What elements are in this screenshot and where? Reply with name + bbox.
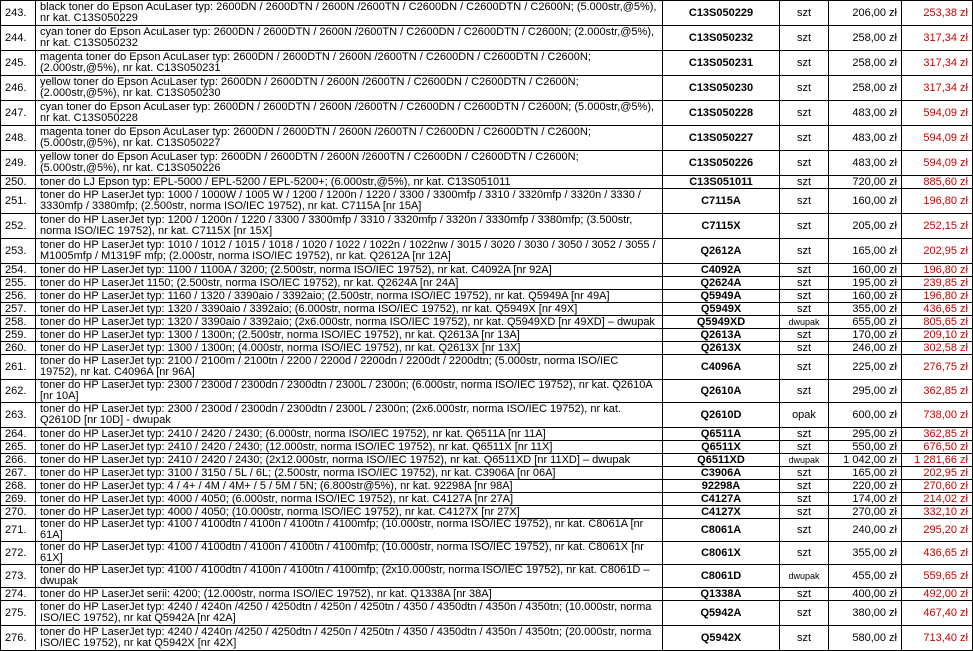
product-description: magenta toner do Epson AcuLaser typ: 2600DN / 2600DTN / 2600N /2600TN / C2600DN / C2600DTN / C2600N; (2.000str,@5%), nr kat. C13S050231 xyxy=(36,51,663,76)
catalog-code: C4127X xyxy=(663,506,780,519)
gross-price: 239,85 zł xyxy=(902,277,973,290)
gross-price: 332,10 zł xyxy=(902,506,973,519)
catalog-code: Q5949X xyxy=(663,303,780,316)
unit: szt xyxy=(780,76,829,101)
unit: szt xyxy=(780,380,829,403)
catalog-code: Q1338A xyxy=(663,588,780,601)
gross-price: 317,34 zł xyxy=(902,76,973,101)
unit: szt xyxy=(780,428,829,441)
net-price: 174,00 zł xyxy=(829,493,902,506)
product-description: toner do HP LaserJet typ: 4 / 4+ / 4M / 4M+ / 5 / 5M / 5N; (6.800str@5%), nr kat. 92298A [nr 98A] xyxy=(36,480,663,493)
catalog-code: Q5942X xyxy=(663,626,780,651)
product-description: toner do HP LaserJet typ: 1160 / 1320 / 3390aio / 3392aio; (2.500str, norma ISO/IEC 19752), nr kat. Q5949A [nr 49A] xyxy=(36,290,663,303)
product-description: toner do HP LaserJet typ: 1320 / 3390aio / 3392aio; (6.000str, norma ISO/IEC 19752), nr kat. Q5949X [nr 49X] xyxy=(36,303,663,316)
table-row xyxy=(1,176,973,189)
catalog-code: C8061X xyxy=(663,542,780,565)
product-description: toner do HP LaserJet typ: 2410 / 2420 / 2430; (6.000str, norma ISO/IEC 19752), nr kat. Q6511A [nr 11A] xyxy=(36,428,663,441)
gross-price: 436,65 zł xyxy=(902,303,973,316)
gross-price: 885,60 zł xyxy=(902,176,973,189)
row-number: 268. xyxy=(1,480,36,493)
table-row xyxy=(1,519,973,542)
row-number: 266. xyxy=(1,454,36,467)
product-description: toner do HP LaserJet typ: 2300 / 2300d / 2300dn / 2300dtn / 2300L / 2300n; (6.000str, norma ISO/IEC 19752), nr kat. Q2610A [nr 10A] xyxy=(36,380,663,403)
product-description: cyan toner do Epson AcuLaser typ: 2600DN / 2600DTN / 2600N /2600TN / C2600DN / C2600DTN / C2600N; (2.000str,@5%), nr kat. C13S050232 xyxy=(36,26,663,51)
row-number: 256. xyxy=(1,290,36,303)
table-row xyxy=(1,239,973,264)
gross-price: 276,75 zł xyxy=(902,355,973,380)
product-description: toner do HP LaserJet typ: 1300 / 1300n; (2.500str, norma ISO/IEC 19752), nr kat. Q2613A [nr 13A] xyxy=(36,329,663,342)
catalog-code: C4096A xyxy=(663,355,780,380)
table-row xyxy=(1,542,973,565)
row-number: 273. xyxy=(1,565,36,588)
row-number: 246. xyxy=(1,76,36,101)
row-number: 274. xyxy=(1,588,36,601)
table-row xyxy=(1,101,973,126)
unit: szt xyxy=(780,601,829,626)
net-price: 483,00 zł xyxy=(829,151,902,176)
table-row xyxy=(1,428,973,441)
net-price: 246,00 zł xyxy=(829,342,902,355)
gross-price: 209,10 zł xyxy=(902,329,973,342)
row-number: 275. xyxy=(1,601,36,626)
row-number: 254. xyxy=(1,264,36,277)
product-description: toner do HP LaserJet typ: 4240 / 4240n /4250 / 4250dtn / 4250n / 4250tn / 4350 / 4350dtn / 4350n / 4350tn; (10.000str, norma ISO/IEC 19752), nr kat Q5942A [nr 42A] xyxy=(36,601,663,626)
table-row xyxy=(1,588,973,601)
product-description: toner do HP LaserJet typ: 2410 / 2420 / 2430; (2x12.000str, norma ISO/IEC 19752), nr kat. Q6511XD [nr 11XD] – dwupak xyxy=(36,454,663,467)
table-row xyxy=(1,626,973,651)
table-row xyxy=(1,565,973,588)
row-number: 270. xyxy=(1,506,36,519)
gross-price: 214,02 zł xyxy=(902,493,973,506)
gross-price: 594,09 zł xyxy=(902,101,973,126)
table-row xyxy=(1,51,973,76)
unit: szt xyxy=(780,542,829,565)
product-description: toner do LJ Epson typ: EPL-5000 / EPL-5200 / EPL-5200+; (6.000str,@5%), nr kat. C13S051011 xyxy=(36,176,663,189)
catalog-code: C13S050227 xyxy=(663,126,780,151)
catalog-code: Q2613X xyxy=(663,342,780,355)
catalog-code: C8061D xyxy=(663,565,780,588)
table-row xyxy=(1,189,973,214)
row-number: 259. xyxy=(1,329,36,342)
gross-price: 202,95 zł xyxy=(902,239,973,264)
row-number: 269. xyxy=(1,493,36,506)
table-row xyxy=(1,342,973,355)
product-description: toner do HP LaserJet typ: 1000 / 1000W / 1005 W / 1200 / 1200n / 1220 / 3300 / 3300mfp / 3310 / 3320mfp / 3320n / 3330 / 3330mfp / 3380mfp; (2.500str, norma ISO/IEC 19752), nr kat. C7115A [nr 15A] xyxy=(36,189,663,214)
product-description: toner do HP LaserJet typ: 1300 / 1300n; (4.000str, norma ISO/IEC 19752), nr kat. Q2613X [nr 13X] xyxy=(36,342,663,355)
gross-price: 492,00 zł xyxy=(902,588,973,601)
row-number: 250. xyxy=(1,176,36,189)
unit: szt xyxy=(780,480,829,493)
catalog-code: C13S050228 xyxy=(663,101,780,126)
gross-price: 295,20 zł xyxy=(902,519,973,542)
unit: szt xyxy=(780,467,829,480)
product-description: toner do HP LaserJet typ: 4000 / 4050; (10.000str, norma ISO/IEC 19752), nr kat. C4127X [nr 27X] xyxy=(36,506,663,519)
unit: dwupak xyxy=(780,565,829,588)
net-price: 580,00 zł xyxy=(829,626,902,651)
unit: dwupak xyxy=(780,316,829,329)
unit: dwupak xyxy=(780,454,829,467)
net-price: 400,00 zł xyxy=(829,588,902,601)
catalog-code: Q2612A xyxy=(663,239,780,264)
row-number: 258. xyxy=(1,316,36,329)
row-number: 252. xyxy=(1,214,36,239)
row-number: 260. xyxy=(1,342,36,355)
net-price: 206,00 zł xyxy=(829,1,902,26)
product-description: toner do HP LaserJet typ: 4100 / 4100dtn / 4100n / 4100tn / 4100mfp; (10.000str, norma ISO/IEC 19752), nr kat. C8061A [nr 61A] xyxy=(36,519,663,542)
table-row xyxy=(1,290,973,303)
table-row xyxy=(1,454,973,467)
row-number: 243. xyxy=(1,1,36,26)
catalog-code: C13S050230 xyxy=(663,76,780,101)
table-row xyxy=(1,264,973,277)
gross-price: 252,15 zł xyxy=(902,214,973,239)
catalog-code: Q2610D xyxy=(663,403,780,428)
gross-price: 196,80 zł xyxy=(902,264,973,277)
unit: szt xyxy=(780,342,829,355)
row-number: 262. xyxy=(1,380,36,403)
net-price: 295,00 zł xyxy=(829,428,902,441)
row-number: 276. xyxy=(1,626,36,651)
product-description: cyan toner do Epson AcuLaser typ: 2600DN / 2600DTN / 2600N /2600TN / C2600DN / C2600DTN / C2600N; (5.000str,@5%), nr kat. C13S050228 xyxy=(36,101,663,126)
gross-price: 676,50 zł xyxy=(902,441,973,454)
unit: szt xyxy=(780,588,829,601)
product-description: toner do HP LaserJet typ: 1200 / 1200n / 1220 / 3300 / 3300mfp / 3310 / 3320mfp / 3320n / 3330mfp / 3380mfp; (3.500str, norma ISO/IEC 19752), nr kat. C7115X [nr 15X] xyxy=(36,214,663,239)
product-description: toner do HP LaserJet typ: 4000 / 4050; (6.000str, norma ISO/IEC 19752), nr kat. C4127A [nr 27A] xyxy=(36,493,663,506)
table-row xyxy=(1,1,973,26)
net-price: 170,00 zł xyxy=(829,329,902,342)
table-row xyxy=(1,493,973,506)
unit: szt xyxy=(780,264,829,277)
catalog-code: C4127A xyxy=(663,493,780,506)
gross-price: 196,80 zł xyxy=(902,290,973,303)
unit: szt xyxy=(780,51,829,76)
catalog-code: 92298A xyxy=(663,480,780,493)
catalog-code: Q2624A xyxy=(663,277,780,290)
row-number: 245. xyxy=(1,51,36,76)
row-number: 271. xyxy=(1,519,36,542)
product-description: magenta toner do Epson AcuLaser typ: 2600DN / 2600DTN / 2600N /2600TN / C2600DN / C2600DTN / C2600N; (5.000str,@5%), nr kat. C13S050227 xyxy=(36,126,663,151)
net-price: 380,00 zł xyxy=(829,601,902,626)
unit: szt xyxy=(780,1,829,26)
product-description: toner do HP LaserJet typ: 2100 / 2100m / 2100tn / 2200 / 2200d / 2200dn / 2200dt / 2200dtn; (5.000str, norma ISO/IEC 19752), nr kat. C4096A [nr 96A] xyxy=(36,355,663,380)
catalog-code: C4092A xyxy=(663,264,780,277)
table-row xyxy=(1,76,973,101)
unit: szt xyxy=(780,519,829,542)
gross-price: 202,95 zł xyxy=(902,467,973,480)
gross-price: 738,00 zł xyxy=(902,403,973,428)
gross-price: 713,40 zł xyxy=(902,626,973,651)
unit: szt xyxy=(780,506,829,519)
gross-price: 317,34 zł xyxy=(902,51,973,76)
gross-price: 805,65 zł xyxy=(902,316,973,329)
net-price: 205,00 zł xyxy=(829,214,902,239)
net-price: 160,00 zł xyxy=(829,290,902,303)
unit: szt xyxy=(780,151,829,176)
gross-price: 436,65 zł xyxy=(902,542,973,565)
product-description: toner do HP LaserJet typ: 2300 / 2300d / 2300dn / 2300dtn / 2300L / 2300n; (2x6.000str, norma ISO/IEC 19752), nr kat. Q2610D [nr 10D] - dwupak xyxy=(36,403,663,428)
unit: szt xyxy=(780,214,829,239)
unit: szt xyxy=(780,189,829,214)
net-price: 165,00 zł xyxy=(829,239,902,264)
unit: szt xyxy=(780,441,829,454)
unit: szt xyxy=(780,290,829,303)
net-price: 225,00 zł xyxy=(829,355,902,380)
catalog-code: Q2610A xyxy=(663,380,780,403)
gross-price: 594,09 zł xyxy=(902,126,973,151)
row-number: 248. xyxy=(1,126,36,151)
table-row xyxy=(1,303,973,316)
net-price: 355,00 zł xyxy=(829,542,902,565)
row-number: 255. xyxy=(1,277,36,290)
catalog-code: Q5942A xyxy=(663,601,780,626)
net-price: 455,00 zł xyxy=(829,565,902,588)
gross-price: 467,40 zł xyxy=(902,601,973,626)
catalog-code: C7115X xyxy=(663,214,780,239)
table-row xyxy=(1,403,973,428)
catalog-code: Q2613A xyxy=(663,329,780,342)
product-description: toner do HP LaserJet typ: 4100 / 4100dtn / 4100n / 4100tn / 4100mfp; (10.000str, norma ISO/IEC 19752), nr kat. C8061X [nr 61X] xyxy=(36,542,663,565)
catalog-code: C7115A xyxy=(663,189,780,214)
row-number: 267. xyxy=(1,467,36,480)
table-row xyxy=(1,380,973,403)
unit: szt xyxy=(780,126,829,151)
row-number: 244. xyxy=(1,26,36,51)
net-price: 160,00 zł xyxy=(829,264,902,277)
unit: szt xyxy=(780,101,829,126)
net-price: 258,00 zł xyxy=(829,51,902,76)
product-description: toner do HP LaserJet typ: 1010 / 1012 / 1015 / 1018 / 1020 / 1022 / 1022n / 1022nw / 3015 / 3020 / 3030 / 3050 / 3052 / 3055 / M1005mfp / M1319F mfp; (2.000str, norma ISO/IEC 19752), nr kat. Q2612A [nr 12A] xyxy=(36,239,663,264)
gross-price: 1 281,66 zł xyxy=(902,454,973,467)
table-row xyxy=(1,355,973,380)
net-price: 483,00 zł xyxy=(829,101,902,126)
net-price: 258,00 zł xyxy=(829,26,902,51)
gross-price: 559,65 zł xyxy=(902,565,973,588)
net-price: 600,00 zł xyxy=(829,403,902,428)
product-description: toner do HP LaserJet typ: 1100 / 1100A / 3200; (2.500str, norma ISO/IEC 19752), nr kat. C4092A [nr 92A] xyxy=(36,264,663,277)
catalog-code: Q6511XD xyxy=(663,454,780,467)
row-number: 272. xyxy=(1,542,36,565)
gross-price: 317,34 zł xyxy=(902,26,973,51)
net-price: 1 042,00 zł xyxy=(829,454,902,467)
unit: szt xyxy=(780,355,829,380)
catalog-code: C13S050226 xyxy=(663,151,780,176)
unit: szt xyxy=(780,26,829,51)
unit: szt xyxy=(780,176,829,189)
table-row xyxy=(1,441,973,454)
net-price: 720,00 zł xyxy=(829,176,902,189)
unit: szt xyxy=(780,303,829,316)
unit: szt xyxy=(780,329,829,342)
net-price: 258,00 zł xyxy=(829,76,902,101)
gross-price: 362,85 zł xyxy=(902,428,973,441)
catalog-code: C8061A xyxy=(663,519,780,542)
row-number: 251. xyxy=(1,189,36,214)
row-number: 247. xyxy=(1,101,36,126)
gross-price: 270,60 zł xyxy=(902,480,973,493)
net-price: 165,00 zł xyxy=(829,467,902,480)
table-row xyxy=(1,126,973,151)
product-description: toner do HP LaserJet typ: 4240 / 4240n /4250 / 4250dtn / 4250n / 4250tn / 4350 / 4350dtn / 4350n / 4350tn; (20.000str, norma ISO/IEC 19752), nr kat Q5942X [nr 42X] xyxy=(36,626,663,651)
net-price: 270,00 zł xyxy=(829,506,902,519)
catalog-code: C13S050229 xyxy=(663,1,780,26)
product-description: black toner do Epson AcuLaser typ: 2600DN / 2600DTN / 2600N /2600TN / C2600DN / C2600DTN / C2600N; (5.000str,@5%), nr kat. C13S050229 xyxy=(36,1,663,26)
gross-price: 594,09 zł xyxy=(902,151,973,176)
table-row xyxy=(1,26,973,51)
row-number: 257. xyxy=(1,303,36,316)
product-description: yellow toner do Epson AcuLaser typ: 2600DN / 2600DTN / 2600N /2600TN / C2600DN / C2600DTN / C2600N; (2.000str,@5%), nr kat. C13S050230 xyxy=(36,76,663,101)
table-row xyxy=(1,467,973,480)
catalog-code: Q6511X xyxy=(663,441,780,454)
product-description: toner do HP LaserJet typ: 2410 / 2420 / 2430; (12.000str, norma ISO/IEC 19752), nr kat. Q6511X [nr 11X] xyxy=(36,441,663,454)
row-number: 264. xyxy=(1,428,36,441)
unit: szt xyxy=(780,239,829,264)
product-description: toner do HP LaserJet typ: 1320 / 3390aio / 3392aio; (2x6.000str, norma ISO/IEC 19752), nr kat. Q5949XD [nr 49XD] – dwupak xyxy=(36,316,663,329)
product-description: toner do HP LaserJet 1150; (2.500str, norma ISO/IEC 19752), nr kat. Q2624A [nr 24A] xyxy=(36,277,663,290)
table-row xyxy=(1,480,973,493)
product-description: yellow toner do Epson AcuLaser typ: 2600DN / 2600DTN / 2600N /2600TN / C2600DN / C2600DTN / C2600N; (5.000str,@5%), nr kat. C13S050226 xyxy=(36,151,663,176)
table-row xyxy=(1,214,973,239)
unit: opak xyxy=(780,403,829,428)
table-row xyxy=(1,151,973,176)
price-table-body xyxy=(1,1,973,651)
net-price: 483,00 zł xyxy=(829,126,902,151)
row-number: 261. xyxy=(1,355,36,380)
net-price: 295,00 zł xyxy=(829,380,902,403)
gross-price: 302,58 zł xyxy=(902,342,973,355)
net-price: 220,00 zł xyxy=(829,480,902,493)
product-description: toner do HP LaserJet typ: 4100 / 4100dtn / 4100n / 4100tn / 4100mfp; (2x10.000str, norma ISO/IEC 19752), nr kat. C8061D – dwupak xyxy=(36,565,663,588)
row-number: 253. xyxy=(1,239,36,264)
row-number: 265. xyxy=(1,441,36,454)
catalog-code: C13S050231 xyxy=(663,51,780,76)
net-price: 160,00 zł xyxy=(829,189,902,214)
table-row xyxy=(1,506,973,519)
row-number: 263. xyxy=(1,403,36,428)
table-row xyxy=(1,277,973,290)
net-price: 240,00 zł xyxy=(829,519,902,542)
gross-price: 362,85 zł xyxy=(902,380,973,403)
net-price: 550,00 zł xyxy=(829,441,902,454)
table-row xyxy=(1,329,973,342)
table-row xyxy=(1,316,973,329)
catalog-code: C13S050232 xyxy=(663,26,780,51)
unit: szt xyxy=(780,493,829,506)
row-number: 249. xyxy=(1,151,36,176)
gross-price: 253,38 zł xyxy=(902,1,973,26)
net-price: 355,00 zł xyxy=(829,303,902,316)
net-price: 195,00 zł xyxy=(829,277,902,290)
product-description: toner do HP LaserJet typ: 3100 / 3150 / 5L / 6L; (2.500str, norma ISO/IEC 19752), nr kat. C3906A [nr 06A] xyxy=(36,467,663,480)
catalog-code: C3906A xyxy=(663,467,780,480)
catalog-code: Q5949A xyxy=(663,290,780,303)
gross-price: 196,80 zł xyxy=(902,189,973,214)
catalog-code: Q5949XD xyxy=(663,316,780,329)
net-price: 655,00 zł xyxy=(829,316,902,329)
catalog-code: C13S051011 xyxy=(663,176,780,189)
unit: szt xyxy=(780,277,829,290)
table-row xyxy=(1,601,973,626)
catalog-code: Q6511A xyxy=(663,428,780,441)
unit: szt xyxy=(780,626,829,651)
product-description: toner do HP LaserJet serii: 4200; (12.000str, norma ISO/IEC 19752), nr kat. Q1338A [nr 38A] xyxy=(36,588,663,601)
